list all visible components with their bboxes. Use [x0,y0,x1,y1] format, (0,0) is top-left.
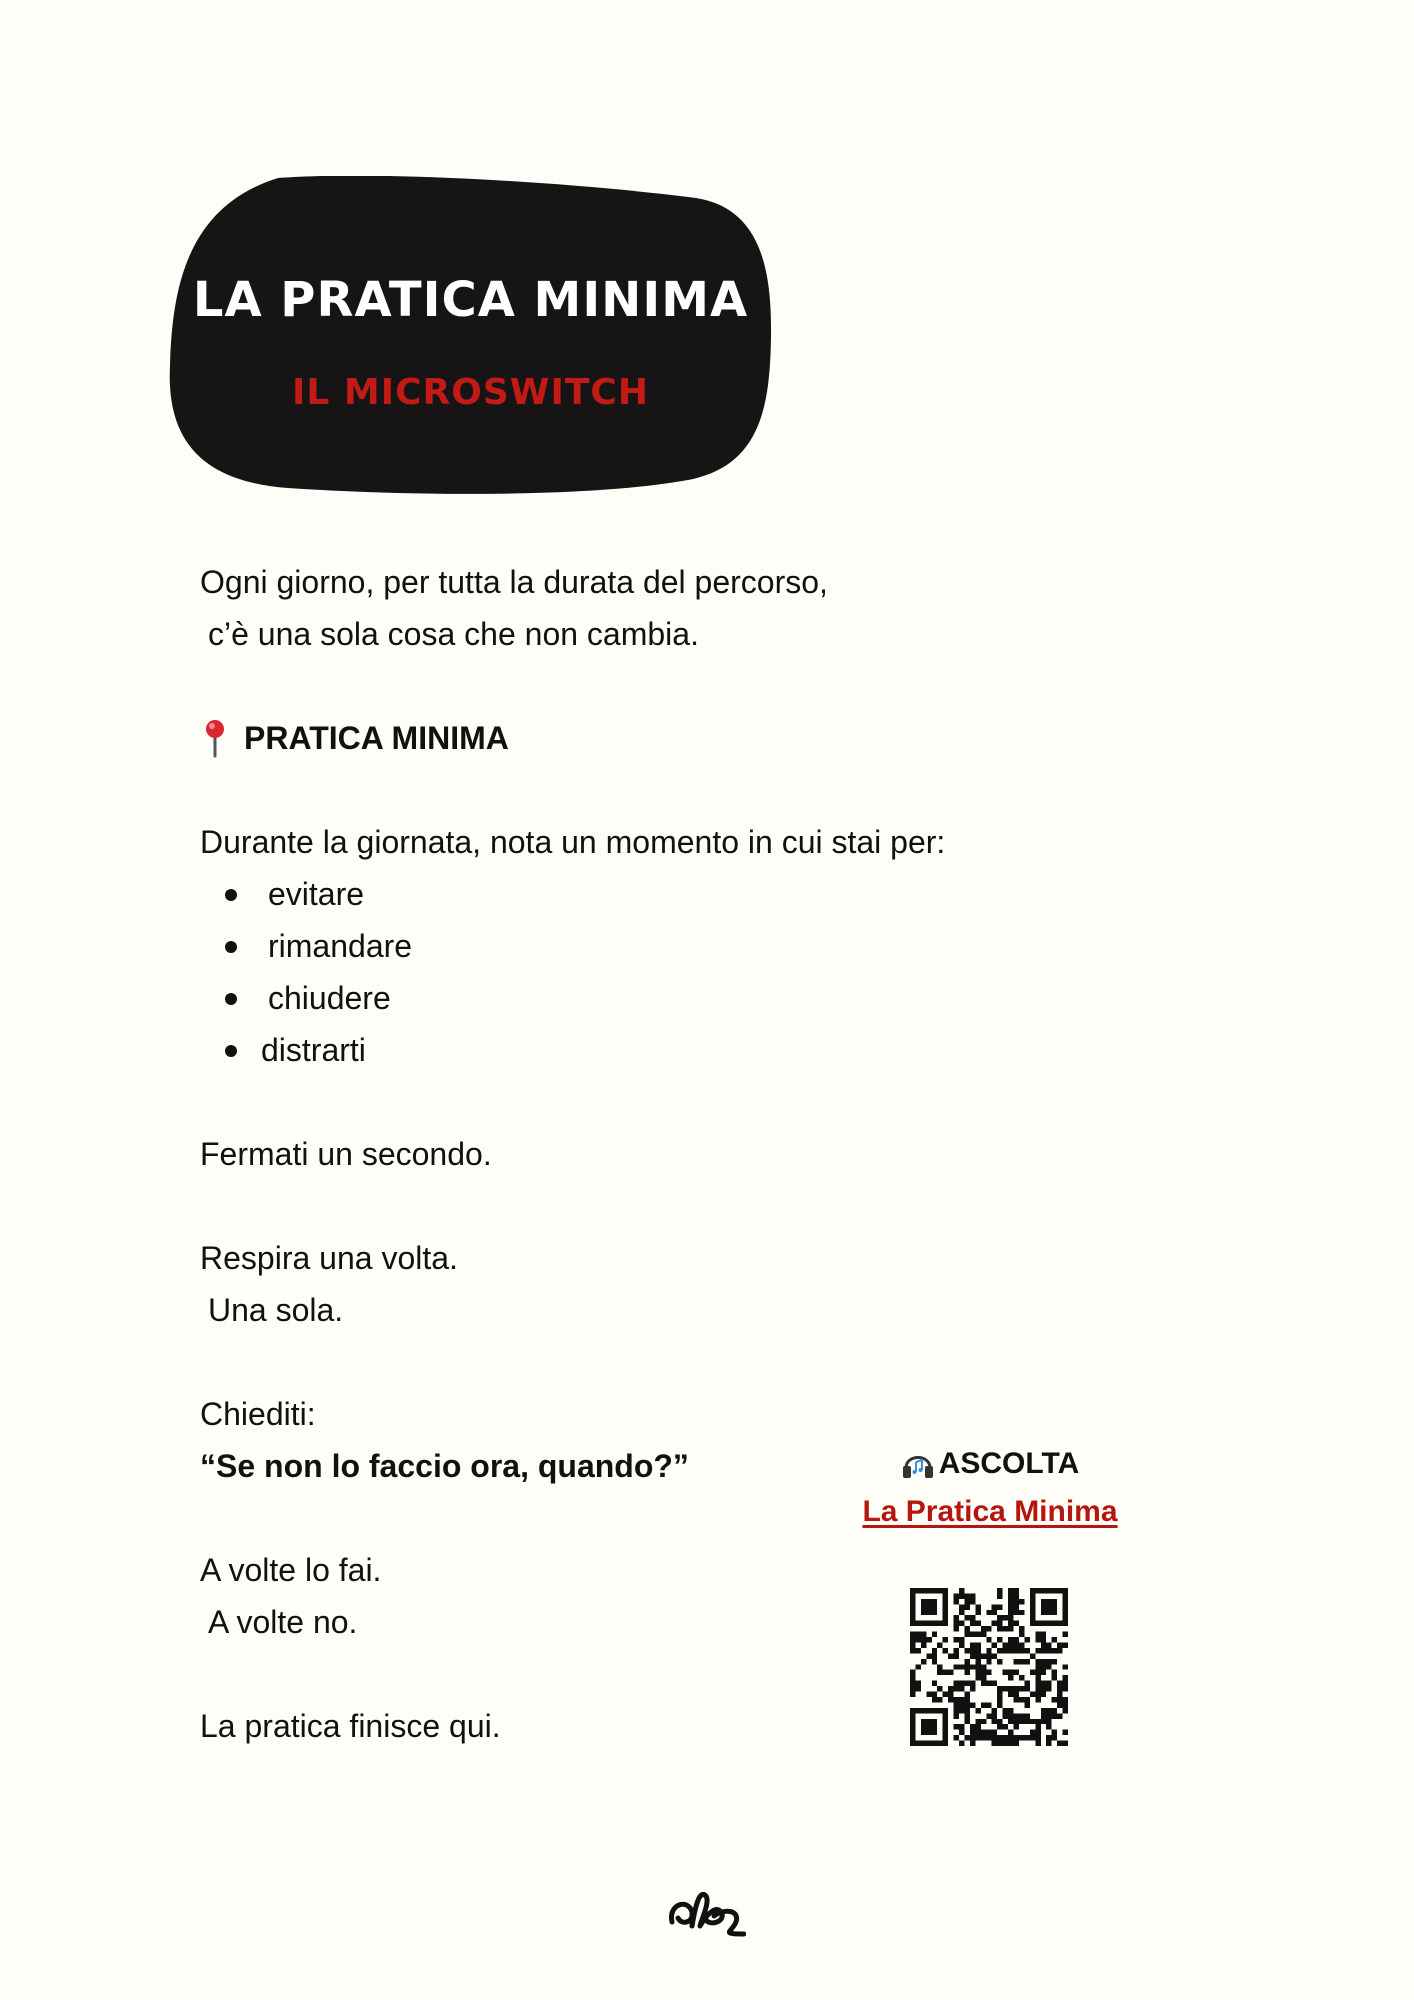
list-item: distrarti [200,1024,960,1076]
page-title: LA PRATICA MINIMA [192,272,749,328]
bullet-list [200,868,960,1076]
intro-line-1: Ogni giorno, per tutta la durata del percorso, [200,564,828,600]
question-quote: “Se non lo faccio ora, quando?” [200,1448,689,1484]
pin-icon [200,718,230,758]
step-sometimes-yes: A volte lo fai. [200,1552,382,1588]
step-ask: Chiediti: [200,1396,316,1432]
list-item: evitare [200,868,960,920]
step-breathe-once: Una sola. [208,1292,344,1328]
listen-heading [850,1440,1130,1488]
title-badge [168,176,773,498]
abe-logo [666,1882,746,1938]
intro-line-2: c’è una sola cosa che non cambia. [208,616,699,652]
instruction-text: Durante la giornata, nota un momento in cui stai per: [200,824,946,860]
step-breathe: Respira una volta. [200,1240,458,1276]
step-end: La pratica finisce qui. [200,1708,501,1744]
page-subtitle: IL MICROSWITCH [292,372,649,413]
listen-label: ASCOLTA [938,1447,1080,1480]
listen-link[interactable]: La Pratica Minima [862,1495,1118,1528]
title-badge-shape [168,176,773,498]
qr-code[interactable] [910,1588,1068,1746]
list-item: rimandare [200,920,960,972]
section-heading-text: PRATICA MINIMA [244,720,509,756]
main-content [200,556,960,1752]
listen-box [850,1440,1130,1536]
section-heading [200,712,960,764]
list-item: chiudere [200,972,960,1024]
step-sometimes-no: A volte no. [208,1604,358,1640]
headphones-icon [901,1448,935,1480]
step-stop: Fermati un secondo. [200,1136,492,1172]
